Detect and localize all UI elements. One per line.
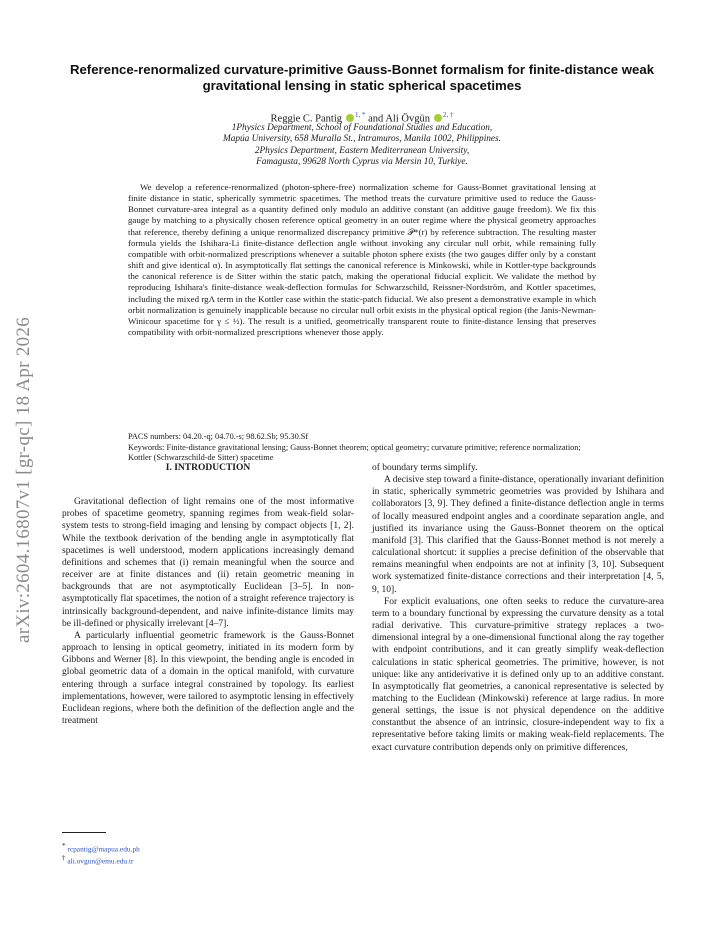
paragraph: of boundary terms simplify. (372, 463, 478, 473)
email-link[interactable]: rcpantig@mapua.edu.ph (67, 844, 140, 854)
section-heading: I. INTRODUCTION (165, 463, 251, 473)
orcid-icon[interactable] (434, 114, 442, 122)
arxiv-id: arXiv:2604.16807v1 [gr-qc] 18 Apr 2026 (13, 316, 34, 644)
paragraph: Gravitational deflection of light remains one of the most informative probes of spacetime geometry, spanning regimes from weak-field solar-system tests to strong-field imaging and lensing by compact objects [1, 2]. While the textbook derivation of the bending angle in asymptotically flat spacetimes is well understood, modern applications increasingly demand definitions and schemes that (i) remain meaningful when the source and receiver are at finite distances and (ii) retain geometric meaning in backgrounds that are not asymptotically Euclidean [3–5]. In non-asymptotically flat spacetimes, the notion of a straight reference trajectory is intrinsically background-dependent, and naive infinite-distance limits may be ill-defined or physically irrelevant [4–7]. (62, 497, 354, 629)
left-column (62, 462, 354, 727)
footnote-mark: † (62, 854, 66, 863)
keywords: Keywords: Finite-distance gravitational lensing; Gauss-Bonnet theorem; optical geometry; curvature primitive; reference normalization; Kottler (Schwarzschild-de Sitter) spacetime (128, 442, 581, 462)
paper-metadata (128, 432, 598, 464)
arxiv-sidebar-stamp (4, 280, 44, 680)
paragraph: A particularly influential geometric framework is the Gauss-Bonnet approach to lensing in optical geometry, initiated in its modern form by Gibbons and Werner [8]. In this viewpoint, the bending angle is encoded in global geometric data of a domain in the optical manifold, with curvature entering through a surface integral constrained by topology. Its earliest implementations, however, were tailored to asymptotic lensing in effectively Euclidean regions, where both the definition of the deflection angle and the treatment (62, 630, 354, 726)
email-link[interactable]: ali.ovgun@emu.edu.tr (67, 856, 134, 866)
author-conjunction: and (368, 113, 384, 125)
orcid-icon[interactable] (346, 114, 354, 122)
abstract (128, 182, 596, 338)
affiliation-line: 2Physics Department, Eastern Mediterranean University, (254, 145, 470, 156)
footnote-2 (62, 854, 140, 866)
right-column (372, 462, 664, 754)
pacs-numbers: PACS numbers: 04.20.-q; 04.70.-s; 98.62.Sb; 95.30.Sf (128, 432, 309, 441)
paragraph: For explicit evaluations, one often seeks to reduce the curvature-area term to a boundary functional by expressing the curvature density as a total radial derivative. This curvature-primitive strategy replaces a two-dimensional integral by a one-dimensional functional along the ray together with endpoint contributions, and it can greatly simplify weak-deflection calculations in static spherical geometries. The primitive, however, is not unique: like any antiderivative it is defined only up to an additive constant. In asymptotically flat geometries, a canonical representative is selected by matching to the Euclidean (Minkowski) reference at large radius. In more general settings, the issue is not physical dependence on the additive constantbut the absence of an intrinsic, closure-independent way to fix a representative before taking limits or making weak-field replacements. The exact curvature contribution depends only on primitive differences, (372, 596, 664, 753)
footnotes (62, 842, 140, 866)
footnote-mark: * (62, 842, 66, 850)
author-2[interactable]: Ali Övgün (385, 113, 430, 125)
paper-title: Reference-renormalized curvature-primitive Gauss-Bonnet formalism for finite-distance weak gravitational lensing in static spherical spacetimes (69, 62, 655, 93)
affiliation-line: Mapúa University, 658 Muralla St., Intramuros, Manila 1002, Philippines. (222, 134, 502, 145)
footnote-1 (62, 842, 140, 854)
abstract-text: We develop a reference-renormalized (photon-sphere-free) normalization scheme for Gauss-Bonnet gravitational lensing at finite distance in static, spherically symmetric spacetimes. The method treats the curvature primitive used to reduce the Gauss-Bonnet curvature-area integral as a quantity defined only modulo an additive constant (an additive gauge freedom). We fix this gauge by matching to a physically chosen reference optical geometry in an outer regime where the physical geometry approaches that reference, thereby defining a unique renormalized discrepancy primitive 𝒫*(r) by reference subtraction. The resulting master formula yields the Ishihara-Li finite-distance deflection angle without invoking any circular null orbit, while remaining fully compatible with orbit-normalized prescriptions whenever a suitable photon sphere exists (the two gauges differ only by a constant shift and give identical α). In asymptotically flat settings the canonical reference is Minkowski, while in Kottler-type backgrounds the canonical reference is de Sitter within the static patch, making the operational fiducial explicit. We validate the method by reproducing Ishihara's finite-distance weak-deflection formulas for Schwarzschild, Reissner-Nordström, and Kottler spacetimes, including the mixed rgΛ term in the Kottler case within the static-patch fiducial. We also present a demonstrative example in which orbit normalization is genuinely inapplicable because no circular null orbit exists in the physical optical region (the Janis-Newman-Winicour spacetime for γ ≤ ½). The result is a unified, geometrically transparent route to finite-distance lensing that preserves compatibility with orbit-normalized prescriptions whenever those apply. (128, 182, 596, 338)
footnote-divider (62, 832, 106, 833)
affiliation-line: Famagusta, 99628 North Cyprus via Mersin 10, Turkiye. (256, 157, 468, 168)
author-1-marks[interactable]: 1, * (355, 111, 366, 119)
affiliations (62, 123, 662, 169)
affiliation-line: 1Physics Department, School of Foundational Studies and Education, (231, 123, 493, 133)
author-1[interactable]: Reggie C. Pantig (270, 113, 342, 125)
paragraph: A decisive step toward a finite-distance, operationally invariant definition in static, spherically symmetric geometries was provided by Ishihara and collaborators [3, 9]. They defined a finite-distance deflection angle in terms of locally measured endpoint angles and a coordinate separation angle, and justified its invariance using the Gauss-Bonnet theorem on the optical manifold [3]. This clarified that the Gauss-Bonnet method is not merely a calculational shortcut: it supplies a precise definition of the observable that remains meaningful when endpoints are not at infinity [3, 10]. Subsequent work systematized finite-distance corrections and their interpretation [4, 5, 9, 10]. (372, 475, 664, 595)
author-2-marks[interactable]: 2, † (442, 111, 454, 119)
